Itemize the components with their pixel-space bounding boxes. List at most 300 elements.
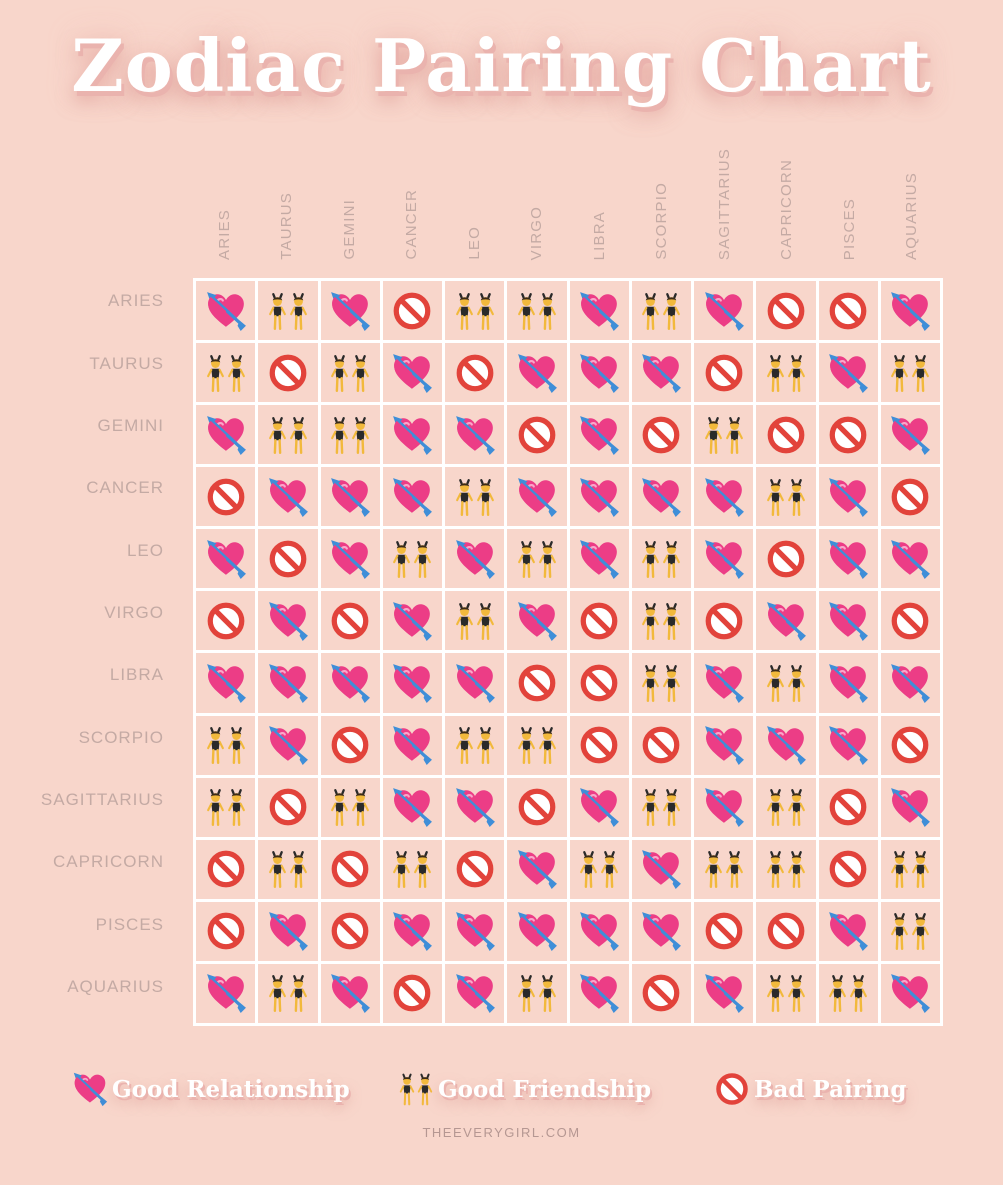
cell-scorpio-aquarius <box>881 716 940 775</box>
column-headers <box>193 120 943 260</box>
cell-capricorn-gemini <box>321 840 380 899</box>
heart-arrow-icon <box>516 910 558 952</box>
prohibited-icon <box>640 724 682 766</box>
cell-gemini-pisces <box>819 405 878 464</box>
column-header-leo <box>443 120 506 260</box>
heart-arrow-icon <box>516 848 558 890</box>
heart-arrow-icon <box>391 476 433 518</box>
dancers-icon <box>765 848 807 890</box>
cell-scorpio-virgo <box>507 716 566 775</box>
cell-leo-libra <box>570 529 629 588</box>
cell-libra-sagittarius <box>694 653 753 712</box>
cell-scorpio-leo <box>445 716 504 775</box>
prohibited-icon <box>578 662 620 704</box>
cell-taurus-sagittarius <box>694 343 753 402</box>
cell-scorpio-sagittarius <box>694 716 753 775</box>
heart-arrow-icon <box>205 414 247 456</box>
cell-sagittarius-gemini <box>321 778 380 837</box>
cell-sagittarius-aries <box>196 778 255 837</box>
heart-arrow-icon <box>578 910 620 952</box>
cell-cancer-cancer <box>383 467 442 526</box>
heart-arrow-icon <box>578 476 620 518</box>
cell-sagittarius-cancer <box>383 778 442 837</box>
cell-cancer-sagittarius <box>694 467 753 526</box>
cell-cancer-gemini <box>321 467 380 526</box>
cell-libra-leo <box>445 653 504 712</box>
cell-libra-scorpio <box>632 653 691 712</box>
heart-arrow-icon <box>267 600 309 642</box>
column-header-taurus <box>256 120 319 260</box>
prohibited-icon <box>205 476 247 518</box>
dancers-icon <box>516 538 558 580</box>
heart-arrow-icon <box>516 476 558 518</box>
heart-arrow-icon <box>454 538 496 580</box>
heart-arrow-icon <box>454 786 496 828</box>
cell-gemini-leo <box>445 405 504 464</box>
cell-capricorn-cancer <box>383 840 442 899</box>
heart-arrow-icon <box>454 662 496 704</box>
heart-arrow-icon <box>578 414 620 456</box>
heart-arrow-icon <box>267 476 309 518</box>
dancers-icon <box>454 476 496 518</box>
cell-capricorn-virgo <box>507 840 566 899</box>
dancers-icon <box>391 848 433 890</box>
dancers-icon <box>391 538 433 580</box>
legend-item-good-friendship <box>398 1064 651 1114</box>
cell-pisces-pisces <box>819 902 878 961</box>
cell-gemini-aquarius <box>881 405 940 464</box>
dancers-icon <box>640 290 682 332</box>
legend-label: Good Relationship <box>112 1075 350 1103</box>
heart-arrow-icon <box>889 414 931 456</box>
cell-gemini-libra <box>570 405 629 464</box>
cell-leo-capricorn <box>756 529 815 588</box>
cell-aries-capricorn <box>756 281 815 340</box>
legend-label: Good Friendship <box>438 1075 652 1103</box>
cell-aquarius-scorpio <box>632 964 691 1023</box>
prohibited-icon <box>329 600 371 642</box>
prohibited-icon <box>391 972 433 1014</box>
dancers-icon <box>640 662 682 704</box>
cell-scorpio-capricorn <box>756 716 815 775</box>
heart-arrow-icon <box>391 414 433 456</box>
prohibited-icon <box>889 600 931 642</box>
cell-virgo-aquarius <box>881 591 940 650</box>
row-header-pisces: PISCES <box>95 914 164 934</box>
cell-pisces-virgo <box>507 902 566 961</box>
cell-aquarius-sagittarius <box>694 964 753 1023</box>
cell-aquarius-aries <box>196 964 255 1023</box>
heart-arrow-icon <box>205 290 247 332</box>
cell-virgo-cancer <box>383 591 442 650</box>
cell-cancer-leo <box>445 467 504 526</box>
heart-arrow-icon <box>640 352 682 394</box>
heart-arrow-icon <box>827 352 869 394</box>
column-header-virgo <box>506 120 569 260</box>
cell-capricorn-aries <box>196 840 255 899</box>
dancers-icon <box>398 1071 434 1107</box>
column-header-pisces <box>818 120 881 260</box>
heart-arrow-icon <box>827 662 869 704</box>
dancers-icon <box>454 724 496 766</box>
cell-libra-capricorn <box>756 653 815 712</box>
cell-aries-pisces <box>819 281 878 340</box>
heart-arrow-icon <box>640 476 682 518</box>
heart-arrow-icon <box>889 786 931 828</box>
cell-aries-virgo <box>507 281 566 340</box>
dancers-icon <box>267 414 309 456</box>
cell-virgo-libra <box>570 591 629 650</box>
prohibited-icon <box>827 414 869 456</box>
cell-gemini-scorpio <box>632 405 691 464</box>
column-header-aries <box>193 120 256 260</box>
column-header-label: LEO <box>465 226 483 260</box>
dancers-icon <box>765 352 807 394</box>
heart-arrow-icon <box>640 910 682 952</box>
cell-capricorn-aquarius <box>881 840 940 899</box>
prohibited-icon <box>391 290 433 332</box>
cell-leo-leo <box>445 529 504 588</box>
cell-cancer-capricorn <box>756 467 815 526</box>
cell-sagittarius-scorpio <box>632 778 691 837</box>
prohibited-icon <box>205 848 247 890</box>
cell-aquarius-capricorn <box>756 964 815 1023</box>
prohibited-icon <box>329 848 371 890</box>
cell-aquarius-aquarius <box>881 964 940 1023</box>
dancers-icon <box>516 972 558 1014</box>
heart-arrow-icon <box>516 600 558 642</box>
cell-aries-libra <box>570 281 629 340</box>
row-header-scorpio: SCORPIO <box>78 727 164 747</box>
dancers-icon <box>454 600 496 642</box>
dancers-icon <box>703 414 745 456</box>
cell-aries-gemini <box>321 281 380 340</box>
heart-arrow-icon <box>454 972 496 1014</box>
cell-sagittarius-libra <box>570 778 629 837</box>
cell-scorpio-gemini <box>321 716 380 775</box>
heart-arrow-icon <box>889 662 931 704</box>
cell-pisces-capricorn <box>756 902 815 961</box>
cell-virgo-gemini <box>321 591 380 650</box>
legend <box>0 1064 1003 1114</box>
prohibited-icon <box>765 910 807 952</box>
cell-aries-cancer <box>383 281 442 340</box>
column-header-label: AQUARIUS <box>903 172 921 260</box>
dancers-icon <box>205 786 247 828</box>
cell-taurus-aries <box>196 343 255 402</box>
cell-leo-gemini <box>321 529 380 588</box>
row-header-capricorn: CAPRICORN <box>52 852 164 872</box>
cell-gemini-capricorn <box>756 405 815 464</box>
cell-pisces-sagittarius <box>694 902 753 961</box>
cell-virgo-capricorn <box>756 591 815 650</box>
cell-sagittarius-capricorn <box>756 778 815 837</box>
heart-arrow-icon <box>454 414 496 456</box>
heart-arrow-icon <box>578 352 620 394</box>
row-header-leo: LEO <box>126 540 164 560</box>
cell-gemini-aries <box>196 405 255 464</box>
cell-pisces-taurus <box>258 902 317 961</box>
cell-aries-taurus <box>258 281 317 340</box>
heart-arrow-icon <box>703 538 745 580</box>
cell-libra-aries <box>196 653 255 712</box>
prohibited-icon <box>267 786 309 828</box>
dancers-icon <box>889 352 931 394</box>
cell-capricorn-leo <box>445 840 504 899</box>
heart-arrow-icon <box>72 1071 108 1107</box>
cell-gemini-gemini <box>321 405 380 464</box>
heart-arrow-icon <box>391 600 433 642</box>
cell-taurus-gemini <box>321 343 380 402</box>
cell-virgo-aries <box>196 591 255 650</box>
dancers-icon <box>827 972 869 1014</box>
cell-aquarius-leo <box>445 964 504 1023</box>
cell-aquarius-taurus <box>258 964 317 1023</box>
row-header-aries: ARIES <box>107 291 164 311</box>
cell-capricorn-sagittarius <box>694 840 753 899</box>
heart-arrow-icon <box>578 538 620 580</box>
cell-capricorn-taurus <box>258 840 317 899</box>
legend-item-bad-pairing <box>714 1064 906 1114</box>
heart-arrow-icon <box>827 600 869 642</box>
prohibited-icon <box>267 538 309 580</box>
cell-capricorn-capricorn <box>756 840 815 899</box>
dancers-icon <box>889 848 931 890</box>
prohibited-icon <box>703 910 745 952</box>
cell-pisces-aquarius <box>881 902 940 961</box>
cell-gemini-cancer <box>383 405 442 464</box>
cell-cancer-pisces <box>819 467 878 526</box>
cell-pisces-gemini <box>321 902 380 961</box>
prohibited-icon <box>765 414 807 456</box>
column-header-label: LIBRA <box>590 210 608 260</box>
cell-sagittarius-aquarius <box>881 778 940 837</box>
prohibited-icon <box>640 414 682 456</box>
cell-leo-sagittarius <box>694 529 753 588</box>
heart-arrow-icon <box>578 972 620 1014</box>
heart-arrow-icon <box>391 786 433 828</box>
heart-arrow-icon <box>329 662 371 704</box>
cell-taurus-leo <box>445 343 504 402</box>
cell-pisces-libra <box>570 902 629 961</box>
heart-arrow-icon <box>391 352 433 394</box>
cell-taurus-pisces <box>819 343 878 402</box>
cell-sagittarius-pisces <box>819 778 878 837</box>
heart-arrow-icon <box>267 910 309 952</box>
prohibited-icon <box>765 290 807 332</box>
cell-cancer-libra <box>570 467 629 526</box>
cell-pisces-cancer <box>383 902 442 961</box>
cell-gemini-sagittarius <box>694 405 753 464</box>
prohibited-icon <box>516 414 558 456</box>
column-header-label: CANCER <box>403 189 421 260</box>
dancers-icon <box>889 910 931 952</box>
cell-scorpio-aries <box>196 716 255 775</box>
heart-arrow-icon <box>827 538 869 580</box>
cell-sagittarius-sagittarius <box>694 778 753 837</box>
cell-leo-aquarius <box>881 529 940 588</box>
prohibited-icon <box>827 290 869 332</box>
dancers-icon <box>267 848 309 890</box>
column-header-label: PISCES <box>840 197 858 260</box>
cell-taurus-capricorn <box>756 343 815 402</box>
legend-label: Bad Pairing <box>754 1075 907 1103</box>
cell-aries-aries <box>196 281 255 340</box>
cell-leo-virgo <box>507 529 566 588</box>
cell-libra-gemini <box>321 653 380 712</box>
cell-sagittarius-leo <box>445 778 504 837</box>
prohibited-icon <box>205 600 247 642</box>
dancers-icon <box>267 972 309 1014</box>
heart-arrow-icon <box>703 724 745 766</box>
cell-taurus-virgo <box>507 343 566 402</box>
column-header-label: SAGITTARIUS <box>715 147 733 260</box>
heart-arrow-icon <box>889 538 931 580</box>
heart-arrow-icon <box>205 662 247 704</box>
cell-virgo-scorpio <box>632 591 691 650</box>
row-header-libra: LIBRA <box>109 665 164 685</box>
prohibited-icon <box>205 910 247 952</box>
cell-libra-virgo <box>507 653 566 712</box>
prohibited-icon <box>765 538 807 580</box>
column-header-gemini <box>318 120 381 260</box>
dancers-icon <box>516 290 558 332</box>
heart-arrow-icon <box>703 972 745 1014</box>
dancers-icon <box>640 538 682 580</box>
column-header-label: SCORPIO <box>653 182 671 260</box>
column-header-aquarius <box>881 120 944 260</box>
cell-cancer-taurus <box>258 467 317 526</box>
dancers-icon <box>703 848 745 890</box>
dancers-icon <box>454 290 496 332</box>
cell-virgo-virgo <box>507 591 566 650</box>
cell-libra-pisces <box>819 653 878 712</box>
prohibited-icon <box>329 910 371 952</box>
cell-aries-leo <box>445 281 504 340</box>
cell-pisces-aries <box>196 902 255 961</box>
dancers-icon <box>765 662 807 704</box>
row-header-gemini: GEMINI <box>97 415 164 435</box>
cell-aquarius-pisces <box>819 964 878 1023</box>
cell-virgo-sagittarius <box>694 591 753 650</box>
column-header-scorpio <box>631 120 694 260</box>
cell-taurus-aquarius <box>881 343 940 402</box>
cell-aries-scorpio <box>632 281 691 340</box>
cell-libra-libra <box>570 653 629 712</box>
dancers-icon <box>329 786 371 828</box>
prohibited-icon <box>640 972 682 1014</box>
cell-pisces-scorpio <box>632 902 691 961</box>
cell-aquarius-libra <box>570 964 629 1023</box>
cell-gemini-virgo <box>507 405 566 464</box>
row-header-taurus: TAURUS <box>89 353 164 373</box>
cell-leo-scorpio <box>632 529 691 588</box>
dancers-icon <box>640 600 682 642</box>
prohibited-icon <box>889 476 931 518</box>
cell-scorpio-taurus <box>258 716 317 775</box>
prohibited-icon <box>714 1071 750 1107</box>
heart-arrow-icon <box>578 290 620 332</box>
dancers-icon <box>516 724 558 766</box>
dancers-icon <box>205 352 247 394</box>
heart-arrow-icon <box>205 538 247 580</box>
heart-arrow-icon <box>391 910 433 952</box>
row-header-sagittarius: SAGITTARIUS <box>40 789 164 809</box>
prohibited-icon <box>454 352 496 394</box>
dancers-icon <box>640 786 682 828</box>
heart-arrow-icon <box>640 848 682 890</box>
prohibited-icon <box>827 848 869 890</box>
heart-arrow-icon <box>329 538 371 580</box>
heart-arrow-icon <box>454 910 496 952</box>
cell-taurus-libra <box>570 343 629 402</box>
cell-aries-aquarius <box>881 281 940 340</box>
cell-gemini-taurus <box>258 405 317 464</box>
cell-libra-cancer <box>383 653 442 712</box>
dancers-icon <box>267 290 309 332</box>
heart-arrow-icon <box>267 662 309 704</box>
cell-virgo-taurus <box>258 591 317 650</box>
heart-arrow-icon <box>703 662 745 704</box>
row-header-virgo: VIRGO <box>104 602 164 622</box>
cell-taurus-taurus <box>258 343 317 402</box>
heart-arrow-icon <box>889 290 931 332</box>
heart-arrow-icon <box>516 352 558 394</box>
cell-libra-aquarius <box>881 653 940 712</box>
heart-arrow-icon <box>329 972 371 1014</box>
heart-arrow-icon <box>267 724 309 766</box>
column-header-label: TAURUS <box>278 192 296 260</box>
cell-taurus-scorpio <box>632 343 691 402</box>
heart-arrow-icon <box>578 786 620 828</box>
column-header-label: ARIES <box>215 208 233 260</box>
dancers-icon <box>765 476 807 518</box>
cell-capricorn-libra <box>570 840 629 899</box>
column-header-label: GEMINI <box>340 199 358 260</box>
cell-scorpio-scorpio <box>632 716 691 775</box>
prohibited-icon <box>827 786 869 828</box>
dancers-icon <box>329 352 371 394</box>
heart-arrow-icon <box>329 290 371 332</box>
prohibited-icon <box>703 600 745 642</box>
cell-aquarius-gemini <box>321 964 380 1023</box>
heart-arrow-icon <box>889 972 931 1014</box>
cell-cancer-aquarius <box>881 467 940 526</box>
cell-virgo-pisces <box>819 591 878 650</box>
column-header-sagittarius <box>693 120 756 260</box>
prohibited-icon <box>516 786 558 828</box>
heart-arrow-icon <box>703 290 745 332</box>
dancers-icon <box>765 972 807 1014</box>
cell-capricorn-scorpio <box>632 840 691 899</box>
cell-capricorn-pisces <box>819 840 878 899</box>
cell-sagittarius-virgo <box>507 778 566 837</box>
heart-arrow-icon <box>765 600 807 642</box>
heart-arrow-icon <box>827 910 869 952</box>
prohibited-icon <box>267 352 309 394</box>
cell-taurus-cancer <box>383 343 442 402</box>
prohibited-icon <box>329 724 371 766</box>
cell-leo-cancer <box>383 529 442 588</box>
chart-title: Zodiac Pairing Chart <box>71 23 932 108</box>
dancers-icon <box>765 786 807 828</box>
column-header-capricorn <box>756 120 819 260</box>
prohibited-icon <box>578 600 620 642</box>
heart-arrow-icon <box>205 972 247 1014</box>
column-header-label: VIRGO <box>528 205 546 260</box>
cell-virgo-leo <box>445 591 504 650</box>
prohibited-icon <box>454 848 496 890</box>
